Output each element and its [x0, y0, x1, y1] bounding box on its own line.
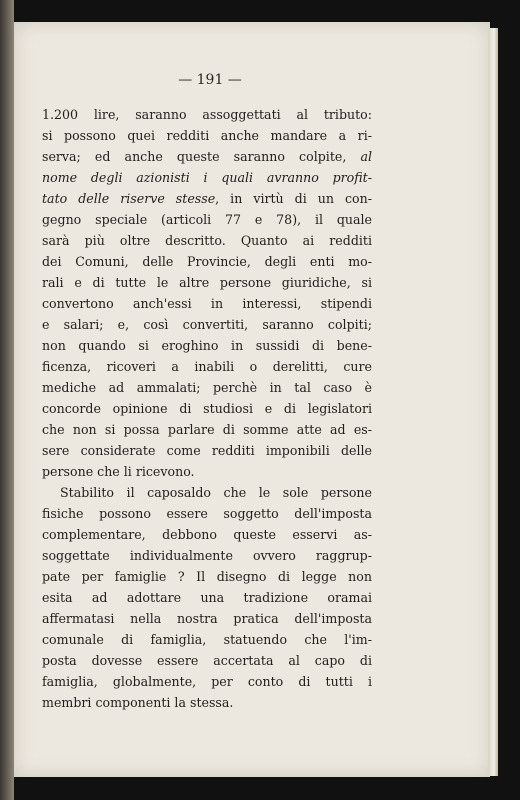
text-line: non quando si eroghino in sussidi di bene- [42, 338, 372, 353]
text-line: 1.200 lire, saranno assoggettati al tributo: [42, 107, 372, 122]
text-line: fisiche possono essere soggetto dell'imposta [42, 506, 372, 521]
text-line: persone che li ricevono. [42, 464, 195, 479]
text-line: si possono quei redditi anche mandare a ri- [42, 128, 372, 143]
text-line: Stabilito il caposaldo che le sole persone [60, 485, 372, 500]
text-line: complementare, debbono queste esservi as- [42, 527, 372, 542]
text-line: mediche ad ammalati; perchè in tal caso è [42, 380, 372, 395]
text-line: sarà più oltre descritto. Quanto ai redditi [42, 233, 372, 248]
text-line: gegno speciale (articoli 77 e 78), il quale [42, 212, 372, 227]
book-spine-edge [0, 0, 14, 800]
page-number: — 191 — [178, 72, 242, 88]
text-line: rali e di tutte le altre persone giuridiche, si [42, 275, 372, 290]
text-line: comunale di famiglia, statuendo che l'im- [42, 632, 372, 647]
body-text [42, 104, 372, 713]
page-stack-edge [488, 28, 498, 776]
text-line: dei Comuni, delle Provincie, degli enti mo- [42, 254, 372, 269]
text-line: pate per famiglie ? Il disegno di legge non [42, 569, 372, 584]
text-line: esita ad adottare una tradizione oramai [42, 590, 372, 605]
text-line: membri componenti la stessa. [42, 695, 234, 710]
text-line [42, 167, 372, 188]
italic-text: tato delle riserve stesse [42, 191, 216, 206]
text-line: ficenza, ricoveri a inabili o derelitti, cure [42, 359, 372, 374]
text-line: posta dovesse essere accertata al capo di [42, 653, 372, 668]
text-line: sere considerate come redditi imponibili delle [42, 443, 372, 458]
text-line: famiglia, globalmente, per conto di tutti i [42, 674, 372, 689]
italic-text: nome degli azionisti i quali avranno profit- [42, 170, 372, 185]
text-line: convertono anch'essi in interessi, stipendi [42, 296, 372, 311]
text-line: concorde opinione di studiosi e di legislatori [42, 401, 372, 416]
text-line: soggettate individualmente ovvero raggrup- [42, 548, 372, 563]
text-line: e salari; e, così convertiti, saranno colpiti; [42, 317, 372, 332]
text-line [42, 188, 372, 209]
text-line: affermatasi nella nostra pratica dell'imposta [42, 611, 372, 626]
text-run: serva; ed anche queste saranno colpite, [42, 149, 361, 164]
italic-text: al [360, 149, 372, 164]
text-line [42, 146, 372, 167]
text-line: che non si possa parlare di somme atte ad es- [42, 422, 372, 437]
text-run: , in virtù di un con- [215, 191, 372, 206]
